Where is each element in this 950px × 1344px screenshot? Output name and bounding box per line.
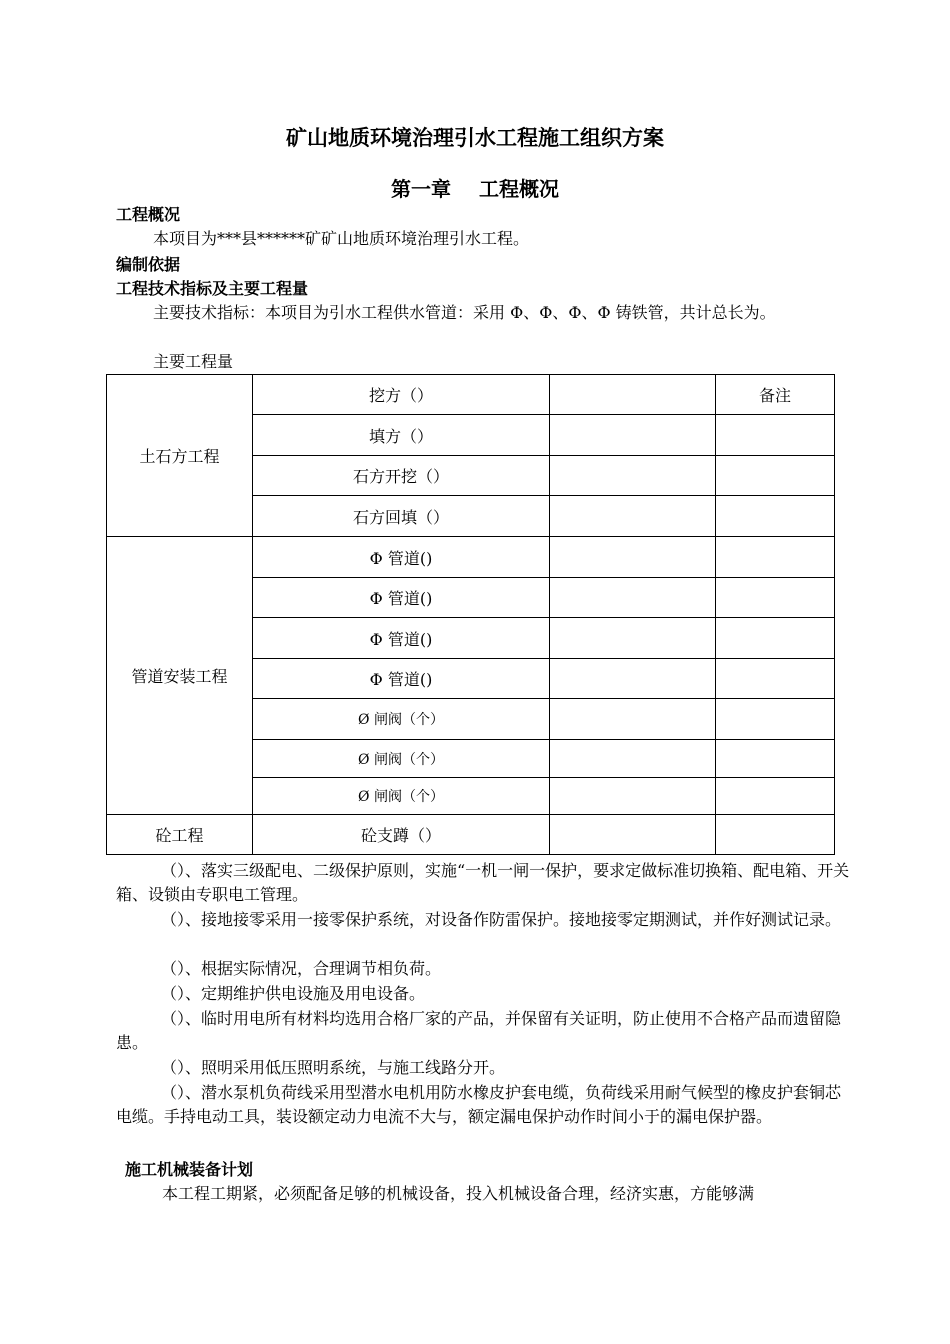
note-cell bbox=[716, 456, 835, 496]
item-cell: Φ 管道() bbox=[253, 537, 550, 578]
note-cell bbox=[716, 740, 835, 778]
value-cell bbox=[550, 659, 716, 699]
value-cell bbox=[550, 375, 716, 415]
item-cell: 填方（） bbox=[253, 415, 550, 456]
group-name-pipe: 管道安装工程 bbox=[107, 537, 253, 815]
item-cell: Φ 管道() bbox=[253, 578, 550, 618]
value-cell bbox=[550, 578, 716, 618]
item-cell: Φ 管道() bbox=[253, 659, 550, 699]
value-cell bbox=[550, 815, 716, 855]
table-row bbox=[107, 375, 835, 415]
note-cell bbox=[716, 659, 835, 699]
item-cell: Ø 闸阀（个） bbox=[253, 699, 550, 740]
item-cell: Ø 闸阀（个） bbox=[253, 740, 550, 778]
tech-heading: 工程技术指标及主要工程量 bbox=[116, 279, 309, 298]
note-cell bbox=[716, 415, 835, 456]
document-title: 矿山地质环境治理引水工程施工组织方案 bbox=[286, 126, 664, 150]
overview-text: 本项目为***县******矿矿山地质环境治理引水工程。 bbox=[153, 229, 530, 248]
value-cell bbox=[550, 740, 716, 778]
note-cell bbox=[716, 815, 835, 855]
note-cell bbox=[716, 537, 835, 578]
electric-paragraph-7: （）、潜水泵机负荷线采用型潜水电机用防水橡皮护套电缆，负荷线采用耐气候型的橡皮护套铜芯电缆。手持电动工具，装设额定动力电流不大与，额定漏电保护动作时间小于的漏电保护器。 bbox=[116, 1083, 842, 1126]
item-cell: 挖方（） bbox=[253, 375, 550, 415]
table-row bbox=[107, 815, 835, 855]
quantity-label: 主要工程量 bbox=[153, 352, 234, 371]
basis-heading: 编制依据 bbox=[116, 255, 181, 274]
item-cell: 石方开挖（） bbox=[253, 456, 550, 496]
note-header: 备注 bbox=[716, 375, 835, 415]
electric-paragraph-1: （）、落实三级配电、二级保护原则，实施“一机一闸一保护，要求定做标准切换箱、配电箱、开关箱、设锁由专职电工管理。 bbox=[116, 861, 850, 904]
machinery-text: 本工程工期紧，必须配备足够的机械设备，投入机械设备合理，经济实惠，方能够满 bbox=[162, 1184, 755, 1203]
group-name-concrete: 砼工程 bbox=[107, 815, 253, 855]
note-cell bbox=[716, 496, 835, 537]
value-cell bbox=[550, 415, 716, 456]
chapter-name: 工程概况 bbox=[479, 177, 559, 201]
overview-heading: 工程概况 bbox=[116, 205, 181, 224]
value-cell bbox=[550, 618, 716, 659]
value-cell bbox=[550, 456, 716, 496]
value-cell bbox=[550, 496, 716, 537]
tech-text: 主要技术指标：本项目为引水工程供水管道：采用 Φ、Φ、Φ、Φ 铸铁管，共计总长为。 bbox=[153, 303, 776, 322]
value-cell bbox=[550, 699, 716, 740]
value-cell bbox=[550, 537, 716, 578]
item-cell: 石方回填（） bbox=[253, 496, 550, 537]
chapter-number: 第一章 bbox=[391, 177, 451, 201]
quantity-table bbox=[106, 374, 835, 855]
item-cell: 砼支蹲（） bbox=[253, 815, 550, 855]
chapter-heading bbox=[0, 173, 950, 202]
electric-paragraph-5: （）、临时用电所有材料均选用合格厂家的产品，并保留有关证明，防止使用不合格产品而遗留隐患。 bbox=[116, 1009, 842, 1052]
electric-paragraph-6: （）、照明采用低压照明系统，与施工线路分开。 bbox=[161, 1058, 506, 1077]
note-cell bbox=[716, 778, 835, 815]
electric-paragraph-3: （）、根据实际情况，合理调节相负荷。 bbox=[161, 959, 442, 978]
note-cell bbox=[716, 618, 835, 659]
item-cell: Φ 管道() bbox=[253, 618, 550, 659]
value-cell bbox=[550, 778, 716, 815]
machinery-heading: 施工机械装备计划 bbox=[125, 1160, 254, 1179]
electric-paragraph-2: （）、接地接零采用一接零保护系统，对设备作防雷保护。接地接零定期测试，并作好测试记录。 bbox=[161, 910, 842, 929]
note-cell bbox=[716, 699, 835, 740]
table-row bbox=[107, 537, 835, 578]
group-name-earthwork: 土石方工程 bbox=[107, 375, 253, 537]
electric-paragraph-4: （）、定期维护供电设施及用电设备。 bbox=[161, 984, 426, 1003]
item-cell: Ø 闸阀（个） bbox=[253, 778, 550, 815]
note-cell bbox=[716, 578, 835, 618]
